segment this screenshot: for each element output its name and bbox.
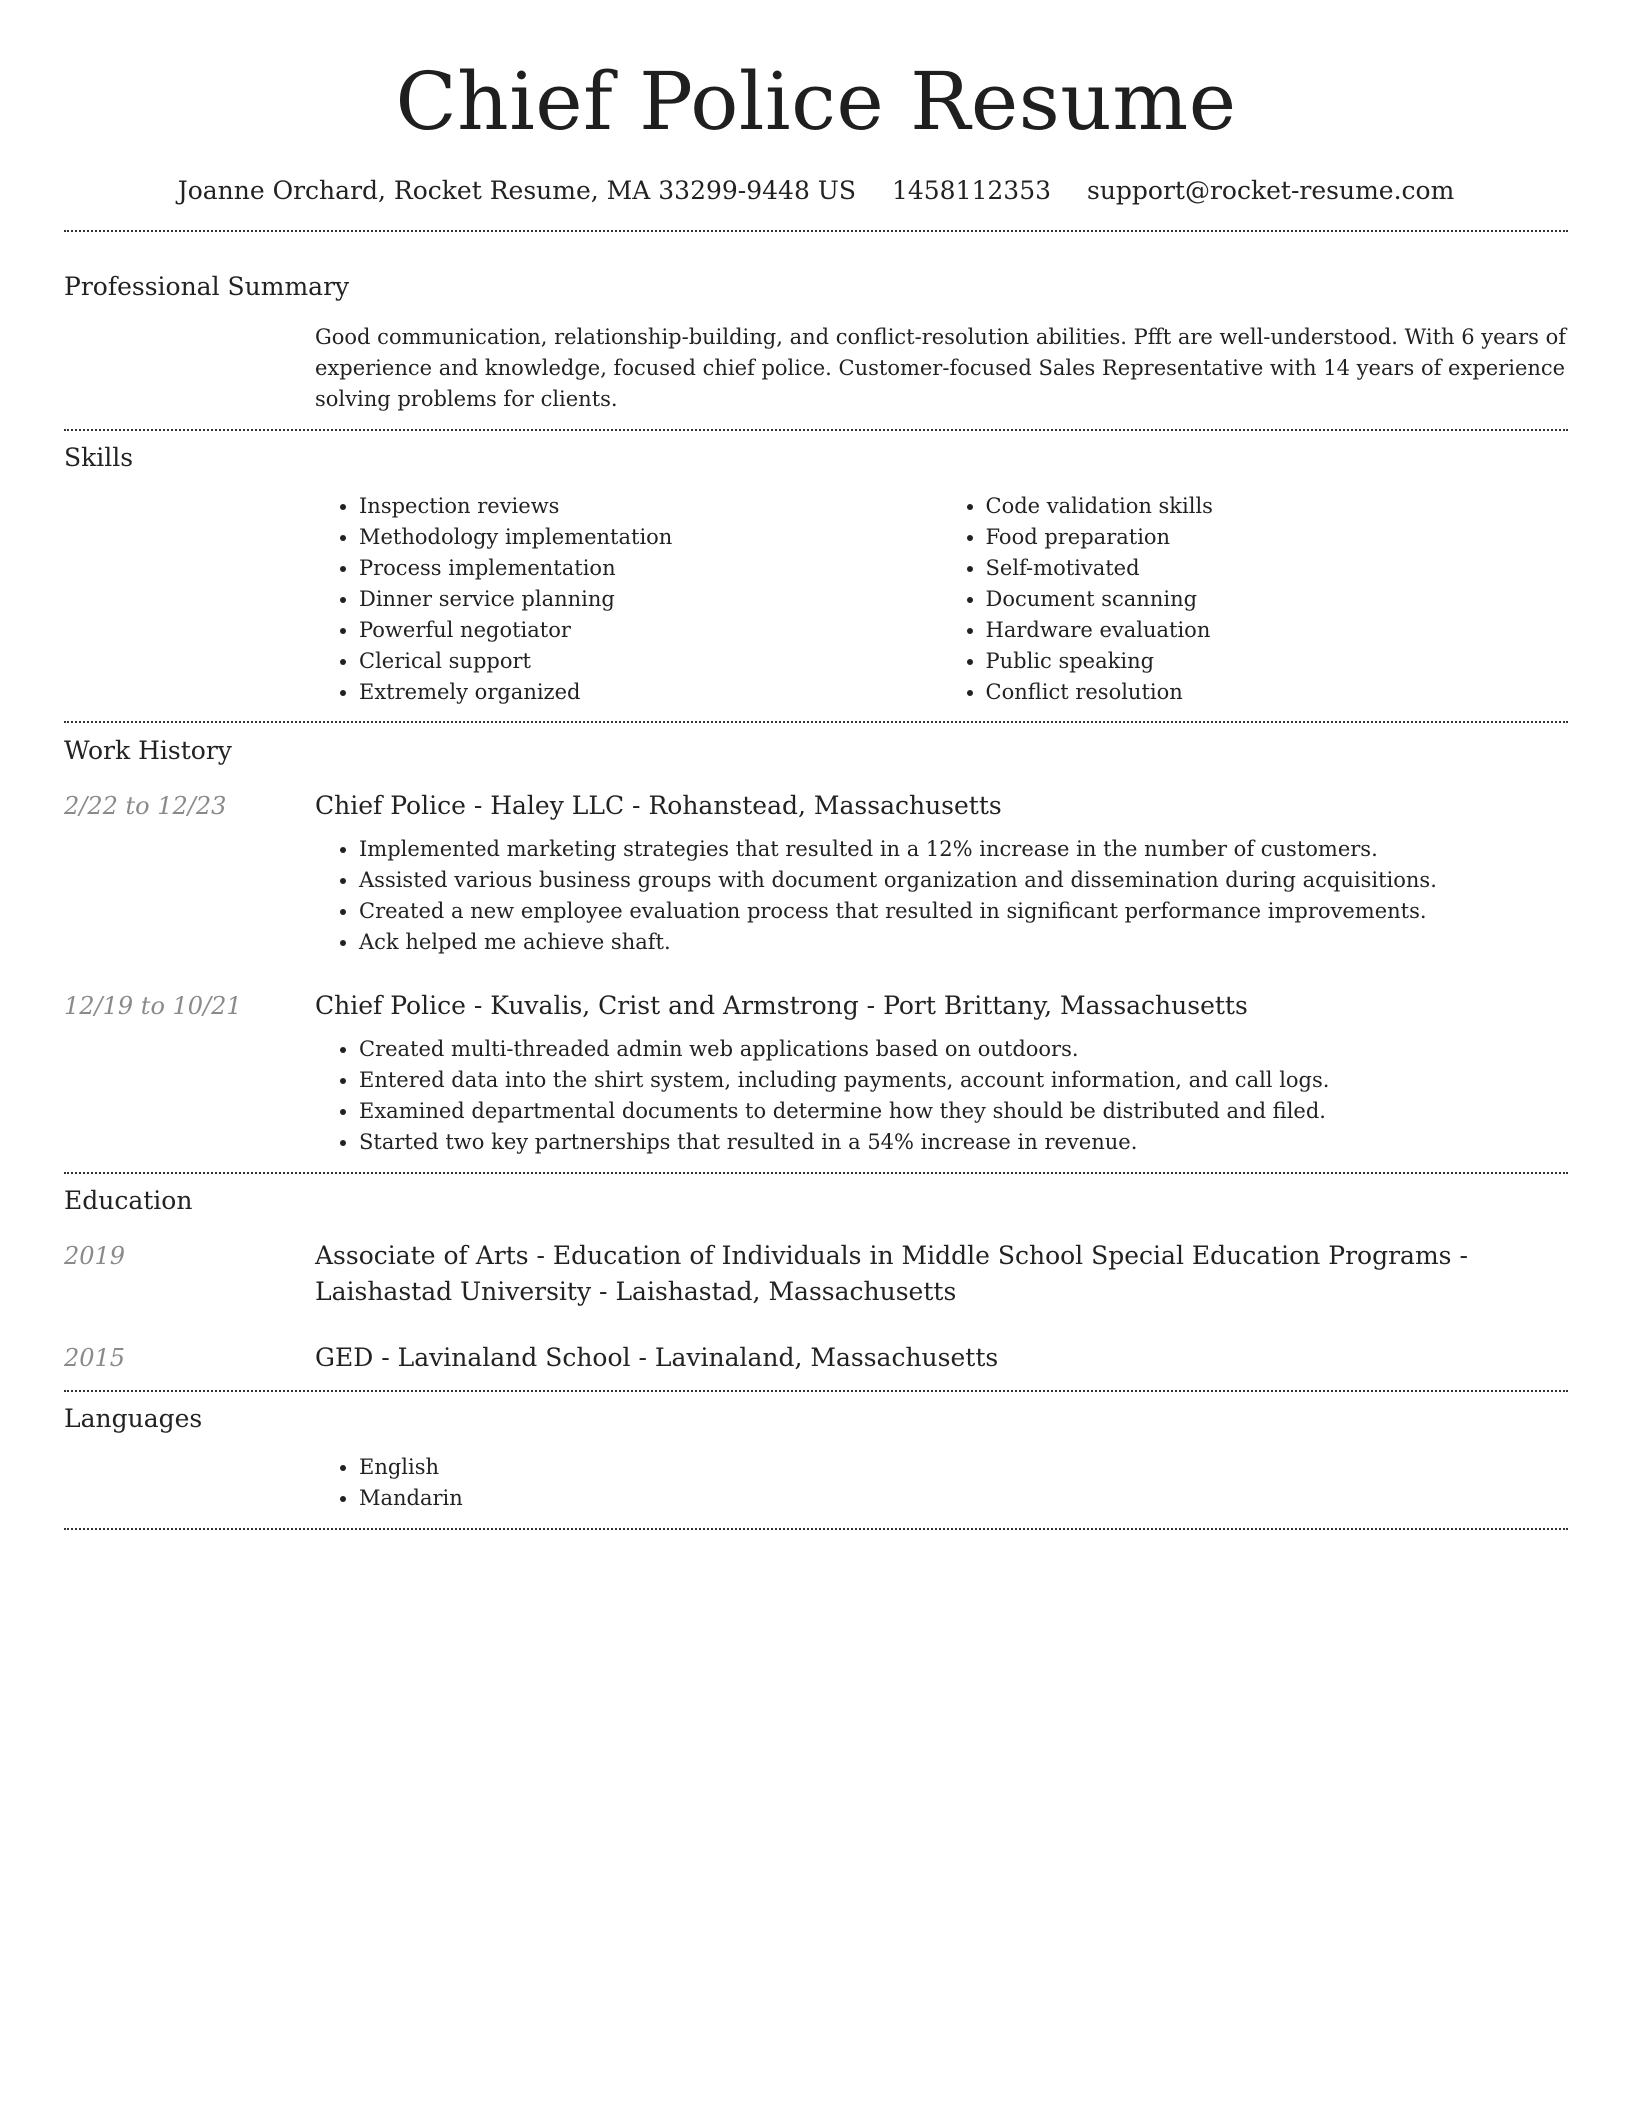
list-item: • Created a new employee evaluation process that resulted in significant performance improvements. [359, 896, 1568, 927]
list-item: • Food preparation [986, 522, 1569, 553]
skills-columns [315, 491, 1568, 708]
languages-list [315, 1452, 1568, 1514]
list-item: • Mandarin [359, 1483, 1568, 1514]
job-dates: 2/22 to 12/23 [64, 792, 227, 820]
work-section [64, 734, 1568, 1158]
list-item: • Extremely organized [359, 677, 942, 708]
contact-phone: 1458112353 [891, 176, 1052, 205]
divider [64, 1528, 1568, 1530]
list-item: • Clerical support [359, 646, 942, 677]
education-title: GED - Lavinaland School - Lavinaland, Massachusetts [315, 1343, 999, 1372]
list-item: • Started two key partnerships that resulted in a 54% increase in revenue. [359, 1127, 1568, 1158]
list-item: • Implemented marketing strategies that resulted in a 12% increase in the number of customers. [359, 834, 1568, 865]
languages-heading: Languages [64, 1404, 203, 1433]
resume-page [64, 0, 1568, 1530]
job-title: Chief Police - Haley LLC - Rohanstead, Massachusetts [315, 791, 1002, 820]
list-item: • Ack helped me achieve shaft. [359, 927, 1568, 958]
list-item: • Hardware evaluation [986, 615, 1569, 646]
job-bullets [315, 1034, 1568, 1158]
list-item: • Document scanning [986, 584, 1569, 615]
summary-heading: Professional Summary [64, 272, 350, 301]
job-body [315, 788, 1568, 958]
job-dates: 12/19 to 10/21 [64, 992, 242, 1020]
job-title: Chief Police - Kuvalis, Crist and Armstrong - Port Brittany, Massachusetts [315, 991, 1248, 1020]
list-item: • Entered data into the shirt system, including payments, account information, and call logs. [359, 1065, 1568, 1096]
divider [64, 721, 1568, 723]
list-item: • Assisted various business groups with document organization and dissemination during acquisitions. [359, 865, 1568, 896]
job-entry [64, 788, 1568, 958]
contact-email: support@rocket-resume.com [1086, 176, 1455, 205]
divider [64, 1390, 1568, 1392]
divider [64, 429, 1568, 431]
list-item: • Created multi-threaded admin web applications based on outdoors. [359, 1034, 1568, 1065]
list-item: • Methodology implementation [359, 522, 942, 553]
list-item: • Self-motivated [986, 553, 1569, 584]
list-item: • Dinner service planning [359, 584, 942, 615]
skills-list-left [315, 491, 942, 708]
skills-list-right [942, 491, 1569, 708]
job-body [315, 988, 1568, 1158]
education-year: 2015 [64, 1344, 126, 1372]
list-item: • Powerful negotiator [359, 615, 942, 646]
education-year: 2019 [64, 1242, 126, 1270]
skills-heading: Skills [64, 443, 134, 472]
contact-line [64, 174, 1568, 208]
list-item: • English [359, 1452, 1568, 1483]
education-entry [64, 1238, 1568, 1310]
summary-section [64, 270, 1568, 415]
education-heading: Education [64, 1186, 193, 1215]
list-item: • Conflict resolution [986, 677, 1569, 708]
job-entry [64, 988, 1568, 1158]
list-item: • Inspection reviews [359, 491, 942, 522]
education-title: Associate of Arts - Education of Individuals in Middle School Special Education Programs - Laishastad University - Laishastad, Massachusetts [315, 1241, 1468, 1306]
education-entry [64, 1340, 1568, 1376]
list-item: • Examined departmental documents to determine how they should be distributed and filed. [359, 1096, 1568, 1127]
page-title: Chief Police Resume [395, 55, 1237, 148]
skills-section [64, 441, 1568, 708]
list-item: • Code validation skills [986, 491, 1569, 522]
divider [64, 1172, 1568, 1174]
job-bullets [315, 834, 1568, 958]
languages-section [64, 1402, 1568, 1514]
education-section [64, 1184, 1568, 1376]
work-heading: Work History [64, 736, 232, 765]
list-item: • Public speaking [986, 646, 1569, 677]
summary-text: Good communication, relationship-building, and conflict-resolution abilities. Pfft are well-understood. With 6 years of experience and knowledge, focused chief police. Customer-focused Sales Representative with 14 years of experience solving problems for clients. [315, 325, 1566, 411]
languages-content [315, 1452, 1568, 1514]
list-item: • Process implementation [359, 553, 942, 584]
contact-address: Joanne Orchard, Rocket Resume, MA 33299-9448 US [177, 176, 857, 205]
divider [64, 230, 1568, 232]
